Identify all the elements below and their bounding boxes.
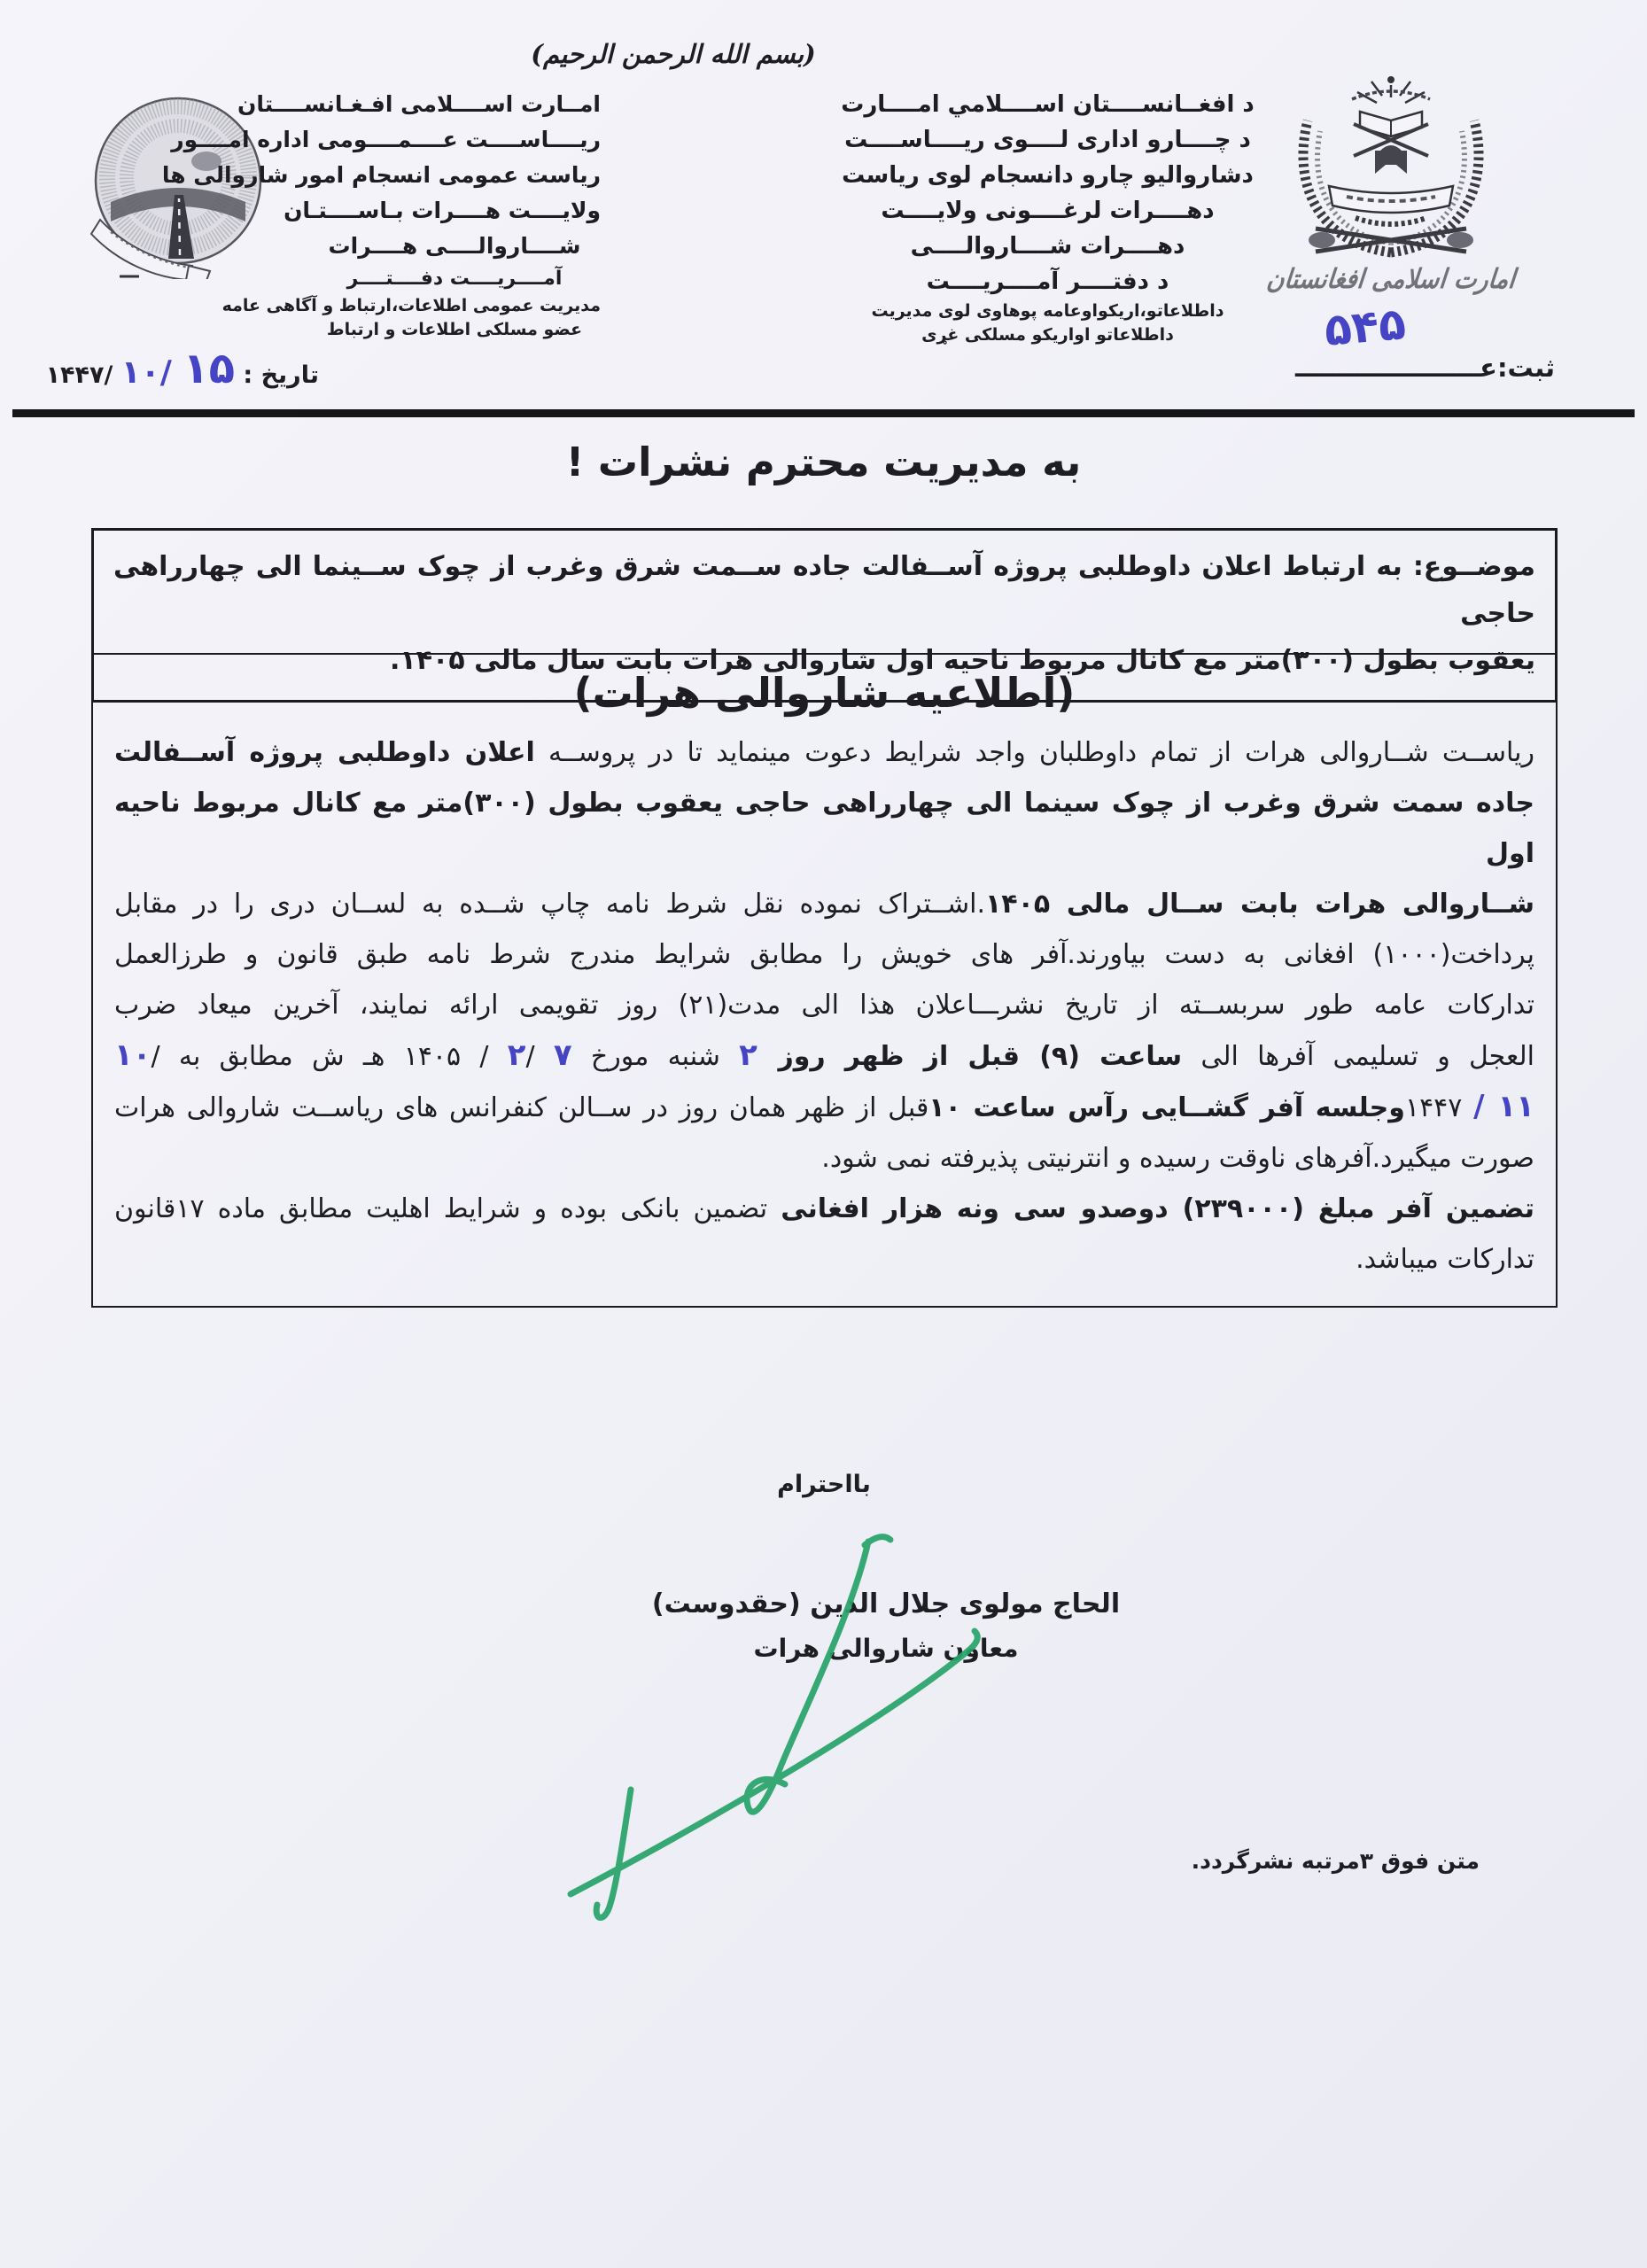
notice-body-line: العجل و تسلیمی آفرها الی ساعت (۹) قبل از ظهر روز ۲ شنبه مورخ ۷ /۲ / ۱۴۰۵ هـ ش مطابق به /۱۰ — [114, 1037, 1534, 1073]
header-dari-line: شــــاروالــــی هــــرات — [328, 233, 581, 259]
header-pashto-line: د چــــارو اداری لــــوی ریــــاســــت — [844, 127, 1251, 153]
bismillah-text: (بسم الله الرحمن الرحیم) — [531, 39, 816, 69]
header-divider-rule — [12, 409, 1635, 417]
header-pashto-line: داطلاعاتو اواریکو مسلکی غړی — [921, 325, 1174, 345]
notice-body-line: تضمین آفر مبلغ (۲۳۹۰۰۰) دوصدو سی ونه هزار افغانی تضمین بانکی بوده و شرایط اهلیت مطابق ماده ۱۷قانون — [114, 1193, 1535, 1224]
emblem-calligraphy-caption: امارت اسلامی افغانستان — [1265, 264, 1517, 295]
header-dari-line: مدیریت عمومی اطلاعات،ارتباط و آگاهی عامه — [221, 296, 601, 315]
header-dari-line: عضو مسلکی اطلاعات و ارتباط — [326, 320, 583, 339]
registration-label: ثبت:عـــــــــــــــــــــ — [1295, 353, 1555, 383]
signatory-role: معاون شاروالی هرات — [753, 1634, 1019, 1663]
header-pashto-line: د دفتــــر آمــــریــــت — [926, 268, 1169, 295]
distribution-note: متن فوق ۳مرتبه نشرگردد. — [1191, 1848, 1480, 1874]
header-dari-block — [161, 87, 601, 342]
signatory-name: الحاج مولوی جلال الدین (حقدوست) — [651, 1588, 1121, 1619]
notice-body-line: ریاســت شــاروالی هرات از تمام داوطلبان واجد شرایط دعوت مینماید تا در پروســه اعلان داوطلبی پروژه آســفالت — [114, 737, 1534, 768]
notice-body-line: پرداخت(۱۰۰۰) افغانی به دست بیاورند.آفر های خویش را مطابق شرایط مندرج شرط نامه طبق قانون و طرزالعمل — [114, 939, 1534, 970]
header-dari-line: ریاست عمومی انسجام امور شاروالی ها — [161, 162, 601, 188]
header-dari-line: آمــــریــــت دفــــتــــر — [346, 268, 563, 290]
subject-line: یعقوب بطول (۳۰۰)متر مع کانال مربوط ناحیه اول شاروالی هرات بابت سال مالی ۱۴۰۵. — [390, 645, 1535, 676]
date-line: تاریخ : ۱۵ /۱۰ /۱۴۴۷ — [45, 344, 319, 393]
notice-box — [91, 653, 1558, 1308]
closing-salutation: بااحترام — [777, 1471, 871, 1498]
header-dari-line: امــارت اســــلامی افـغـانســــتان — [237, 91, 601, 117]
header-pashto-line: داطلاعاتو،اریکواوعامه پوهاوی لوی مدیریت — [871, 301, 1224, 321]
notice-body-line: تدارکات عامه طور سربســته از تاریخ نشرـــاعلان هذا الی مدت(۲۱) روز تقویمی ارائه نمایند، آخرین میعاد ضرب — [114, 990, 1534, 1021]
header-pashto-line: دشاروالیو چارو دانسجام لوی ریاست — [842, 162, 1254, 189]
header-pashto-line: دهــــرات شــــاروالــــی — [910, 233, 1185, 260]
header-dari-line: ریــــاســــت عــــمــــومی اداره امــــور — [171, 127, 601, 152]
notice-body-line: تدارکات میباشد. — [1356, 1244, 1534, 1275]
signature-scribble — [496, 1506, 992, 1931]
header-pashto-line: د افغــانســــتان اســــلامي امــــارت — [841, 91, 1255, 118]
subject-line: موضــوع: به ارتباط اعلان داوطلبی پروژه آســفالت جاده ســمت شرق وغرب از چوک ســینما الی چهارراهی حاجی — [113, 551, 1535, 629]
header-dari-line: ولایــــت هــــرات بـاســــتـان — [284, 198, 601, 223]
notice-body-line: شــاروالی هرات بابت ســال مالی ۱۴۰۵.اشــتراک نموده نقل شرط نامه چاپ شــده به لســان دری را در مقابل — [114, 889, 1534, 920]
notice-title: (اطلاعیه شاروالی هرات) — [573, 669, 1076, 717]
notice-body-line: جاده سمت شرق وغرب از چوک سینما الی چهارراهی حاجی یعقوب بطول (۳۰۰)متر مع کانال مربوط ناحیه اول — [114, 788, 1534, 869]
registration-number-handwritten: ۵۴۵ — [1322, 298, 1408, 356]
header-pashto-block — [824, 87, 1271, 347]
letter-addressee-title: به مدیریت محترم نشرات ! — [565, 439, 1082, 485]
islamic-emirate-emblem — [1267, 69, 1515, 266]
notice-body-line: صورت میگیرد.آفرهای ناوقت رسیده و انترنیتی پذیرفته نمی شود. — [821, 1143, 1534, 1174]
header-pashto-line: دهــــرات لرغــــونی ولایــــت — [881, 198, 1215, 224]
notice-body-line: ۱۱ / ۱۴۴۷وجلسه آفر گشــایی رآس ساعت ۱۰قبل از ظهر همان روز در ســالن کنفرانس های ریاســت شاروالی هرات — [114, 1089, 1534, 1124]
signatory-block — [576, 1582, 1196, 1671]
